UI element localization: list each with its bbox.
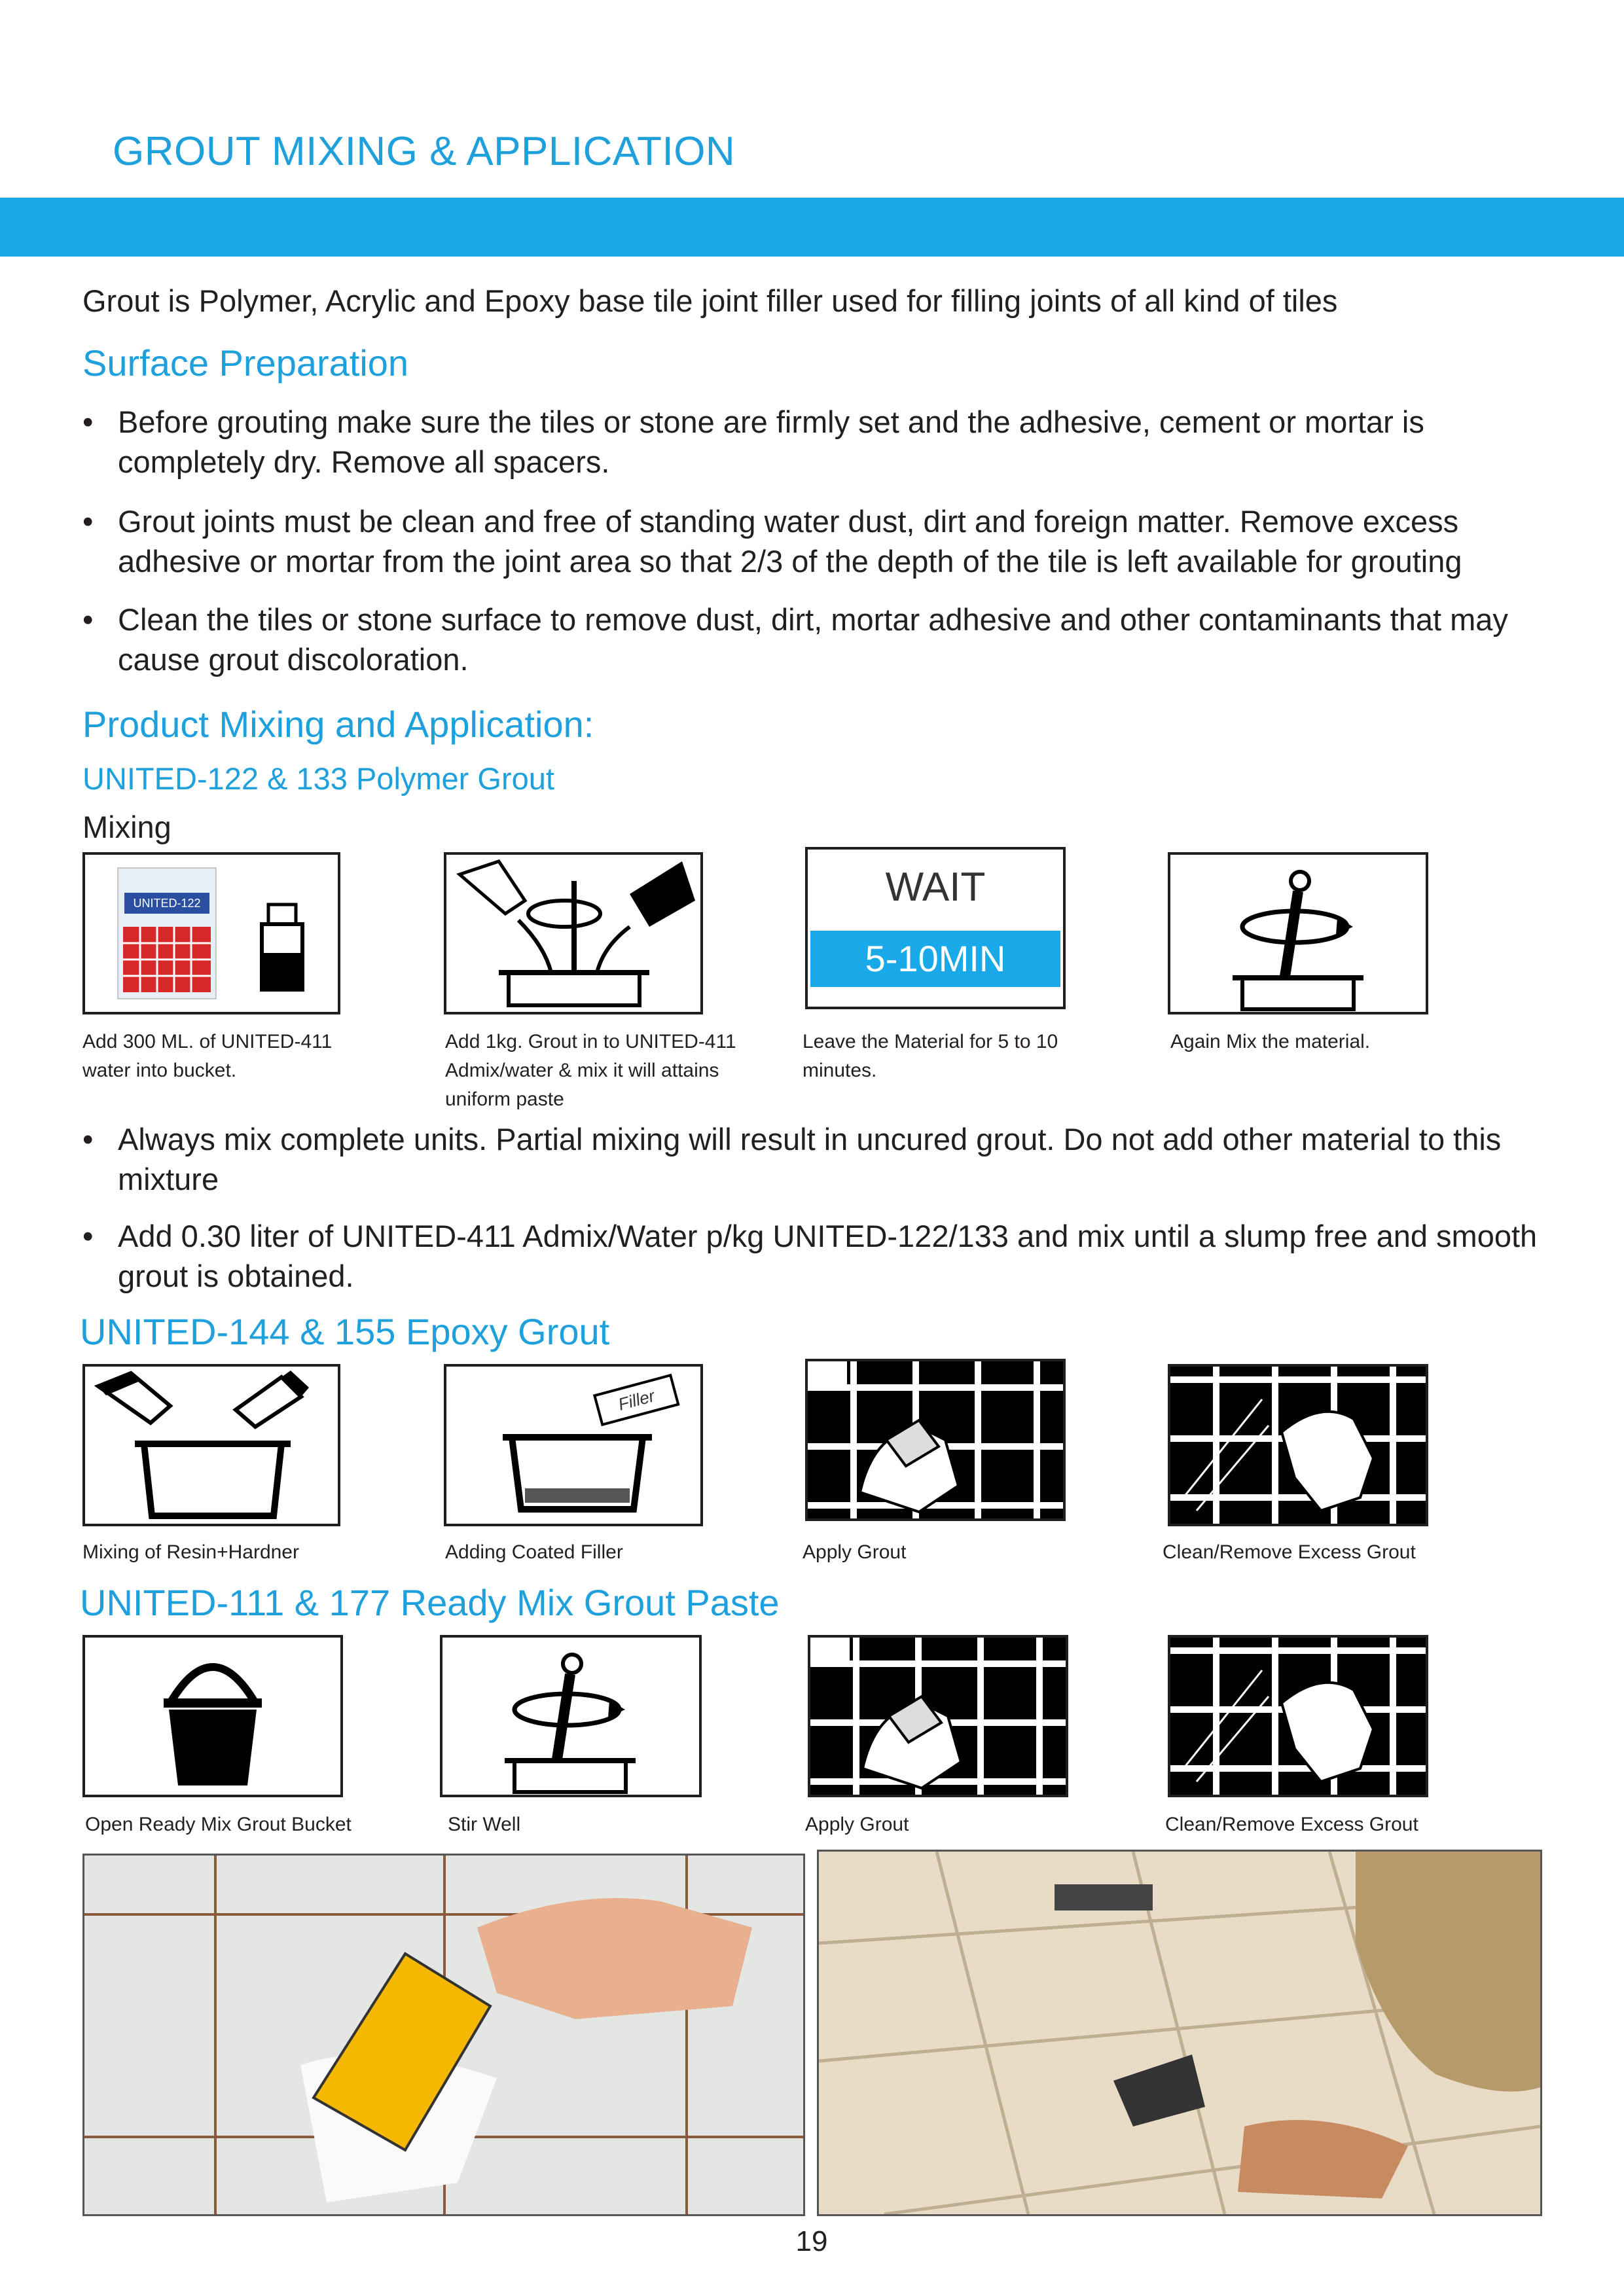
step-image-mix-again	[1168, 852, 1428, 1014]
bullet-icon: •	[82, 1122, 94, 1157]
page-title: GROUT MIXING & APPLICATION	[113, 129, 736, 174]
wall-tile-grouting-image	[84, 1856, 803, 2214]
list-item	[82, 1216, 1549, 1296]
photo-floor-grouting	[817, 1850, 1542, 2216]
mixing-label: Mixing	[82, 810, 171, 844]
step-caption: Again Mix the material.	[1170, 1031, 1371, 1052]
step-caption: Open Ready Mix Grout Bucket	[85, 1814, 352, 1835]
pour-and-mix-icon	[446, 855, 700, 1012]
step-caption: Leave the Material for 5 to 10 minutes.	[803, 1031, 1058, 1081]
bucket-icon	[85, 1638, 340, 1795]
step-image-add-water	[82, 852, 340, 1014]
step-image-add-grout	[444, 852, 703, 1014]
step-caption: Add 300 ML. of UNITED-411 water into bucket.	[82, 1031, 333, 1081]
surface-heading: Surface Preparation	[82, 342, 409, 384]
step-image-clean-grout	[1168, 1635, 1428, 1797]
bullet-icon: •	[82, 1219, 94, 1253]
list-item	[82, 501, 1549, 581]
filler-bowl-icon	[446, 1367, 700, 1524]
filler-label: Filler	[616, 1386, 657, 1414]
photo-grout-float-wall	[82, 1854, 805, 2216]
wait-title: WAIT	[885, 865, 986, 910]
grout-bag-bottle-icon	[85, 855, 338, 1012]
bullet-text: Clean the tiles or stone surface to remove dust, dirt, mortar adhesive and other contaminants that may cause grout discoloration.	[118, 602, 1508, 677]
step-caption: Stir Well	[448, 1814, 521, 1835]
apply-grout-icon	[810, 1638, 1066, 1795]
stir-icon	[1170, 855, 1426, 1012]
step-image-add-filler	[444, 1364, 703, 1526]
step-caption: Add 1kg. Grout in to UNITED-411 Admix/water & mix it will attains uniform paste	[445, 1031, 736, 1110]
intro-text: Grout is Polymer, Acrylic and Epoxy base tile joint filler used for filling joints of all kind of tiles	[82, 283, 1338, 318]
bullet-text: Always mix complete units. Partial mixing will result in uncured grout. Do not add other material to this mixture	[118, 1122, 1502, 1196]
wait-panel	[805, 847, 1066, 1009]
bullet-icon: •	[82, 404, 94, 439]
page-number: 19	[795, 2225, 828, 2257]
list-item	[82, 600, 1549, 679]
list-item	[82, 1119, 1549, 1199]
step-caption: Apply Grout	[805, 1814, 909, 1835]
wait-time-badge: 5-10MIN	[810, 931, 1060, 987]
stir-icon	[442, 1638, 699, 1795]
bullet-text: Grout joints must be clean and free of standing water dust, dirt and foreign matter. Remove excess adhesive or mortar from the joint area so that 2/3 of the depth of the tile is left available for grouting	[118, 504, 1462, 579]
bullet-text: Before grouting make sure the tiles or stone are firmly set and the adhesive, cement or mortar is completely dry. Remove all spacers.	[118, 404, 1424, 479]
step-image-open-bucket	[82, 1635, 343, 1797]
step-image-apply-grout	[808, 1635, 1068, 1797]
resin-hardener-icon	[85, 1367, 338, 1524]
polymer-heading: UNITED-122 & 133 Polymer Grout	[82, 761, 554, 796]
bag-label: UNITED-122	[133, 897, 201, 910]
ready-heading: UNITED-111 & 177 Ready Mix Grout Paste	[80, 1582, 780, 1623]
bullet-text: Add 0.30 liter of UNITED-411 Admix/Water p/kg UNITED-122/133 and mix until a slump free and smooth grout is obtained.	[118, 1219, 1538, 1293]
step-image-clean-grout	[1168, 1364, 1428, 1526]
epoxy-heading: UNITED-144 & 155 Epoxy Grout	[80, 1311, 610, 1352]
step-image-stir-well	[440, 1635, 702, 1797]
clean-grout-icon	[1170, 1638, 1426, 1795]
floor-tile-grouting-image	[819, 1852, 1540, 2214]
bullet-icon: •	[82, 602, 94, 637]
apply-grout-icon	[808, 1361, 1063, 1518]
product-heading: Product Mixing and Application:	[82, 704, 594, 745]
step-caption: Clean/Remove Excess Grout	[1163, 1541, 1416, 1563]
list-item	[82, 402, 1549, 482]
step-caption: Apply Grout	[803, 1541, 907, 1563]
clean-grout-icon	[1170, 1367, 1426, 1524]
step-caption: Adding Coated Filler	[445, 1541, 623, 1563]
bullet-icon: •	[82, 504, 94, 539]
step-image-mix-resin	[82, 1364, 340, 1526]
step-caption: Clean/Remove Excess Grout	[1165, 1814, 1418, 1835]
header-band	[0, 198, 1624, 257]
step-caption: Mixing of Resin+Hardner	[82, 1541, 299, 1563]
step-image-apply-grout	[805, 1359, 1066, 1521]
